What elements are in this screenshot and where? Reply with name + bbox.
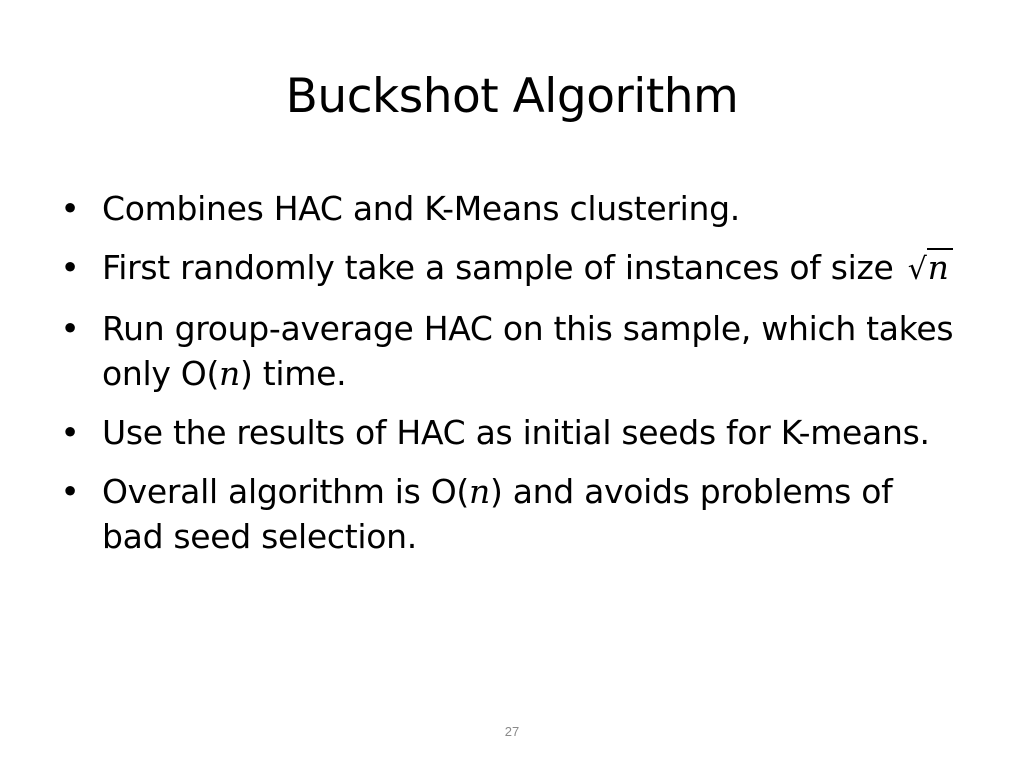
bullet-text: First randomly take a sample of instances of size: [102, 248, 904, 287]
bullet-item: [60, 186, 960, 231]
bullet-icon: •: [60, 309, 80, 348]
square-root-expression: [908, 245, 953, 292]
bullet-icon: •: [60, 472, 80, 511]
bullet-list: [60, 186, 960, 573]
bullet-text: ) and avoids problems of bad seed selection.: [102, 472, 893, 556]
bullet-text: Use the results of HAC as initial seeds for K-means.: [102, 413, 930, 452]
math-variable: n: [468, 472, 490, 511]
bullet-text: Overall algorithm is O(: [102, 472, 469, 511]
math-variable: n: [927, 248, 953, 286]
bullet-text: ) time.: [240, 354, 347, 393]
bullet-text: Run group-average HAC on this sample, which takes only O(: [102, 309, 954, 393]
bullet-icon: •: [60, 248, 80, 287]
math-variable: n: [219, 354, 241, 393]
bullet-icon: •: [60, 189, 80, 228]
slide-title: Buckshot Algorithm: [285, 69, 739, 124]
bullet-item: [60, 410, 960, 455]
bullet-item: [60, 469, 960, 559]
square-root-icon: √: [907, 252, 927, 287]
page-number: 27: [504, 724, 520, 739]
bullet-item: [60, 245, 960, 292]
bullet-text: Combines HAC and K-Means clustering.: [102, 189, 740, 228]
bullet-icon: •: [60, 413, 80, 452]
bullet-item: [60, 306, 960, 396]
